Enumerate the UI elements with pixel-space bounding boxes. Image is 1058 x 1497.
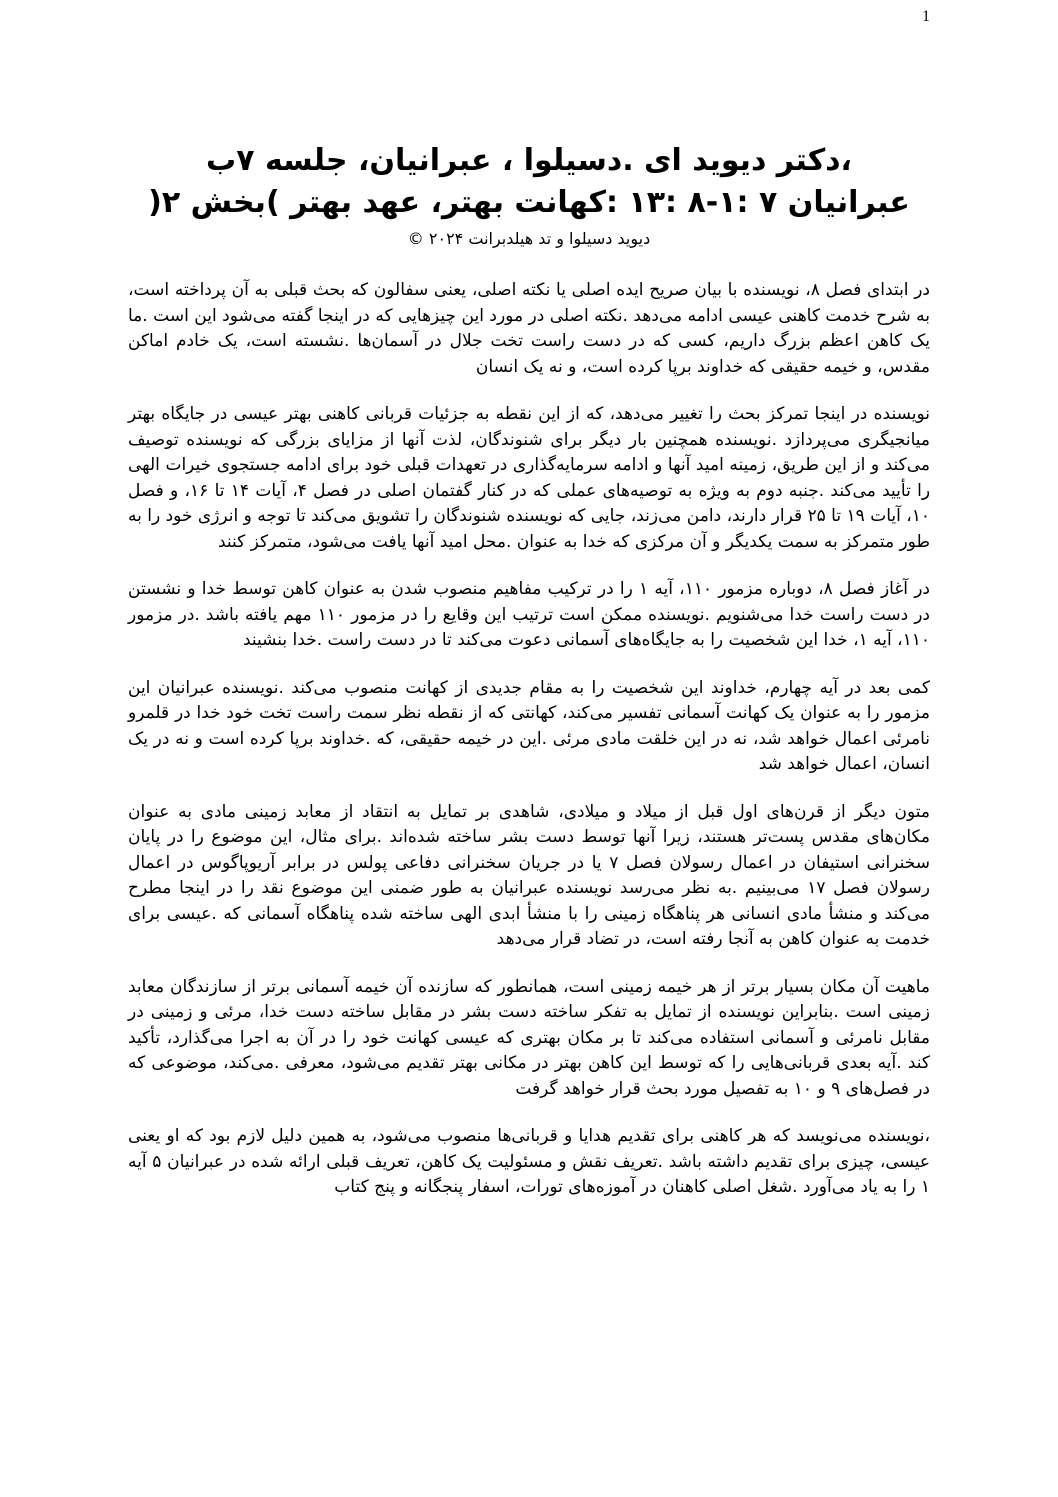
copyright-line: دیوید دسیلوا و تد هیلدبرانت ۲۰۲۴ © (407, 229, 651, 248)
paragraph-7: ،نویسنده می‌نویسد که هر کاهنی برای تقدیم هدایا و قربانی‌ها منصوب می‌شود، به همین دلیل لازم بود که او یعنی عیسی، چیزی برای تقدیم داشته باشد .تعریف نقش و مسئولیت یک کاهن، تعریف قبلی ارائه شده در عبرانیان ۵ آیه ۱ را به یاد می‌آورد .شغل اصلی کاهنان در آموزه‌های تورات، اسفار پنجگانه و پنج کتاب (128, 1126, 931, 1197)
page-number: 1 (922, 8, 930, 25)
title-block (130, 140, 928, 252)
paragraph-4: کمی بعد در آیه چهارم، خداوند این شخصیت را به مقام جدیدی از کهانت منصوب می‌کند .نویسنده عبرانیان این مزمور را به عنوان یک کهانت آسمانی تفسیر می‌کند، کهانتی که از نقطه نظر سمت راست تخت خود خدا در قلمرو نامرئی اعمال خواهد شد، نه در این خلقت مادی مرئی .این در خیمه حقیقی، که .خداوند برپا کرده است و نه در یک انسان، اعمال خواهد شد (128, 677, 930, 774)
paragraph-2: نویسنده در اینجا تمرکز بحث را تغییر می‌دهد، که از این نقطه به جزئیات قربانی کاهنی بهتر عیسی در جایگاه بهتر میانجیگری می‌پردازد .نویسنده همچنین بار دیگر برای شنوندگان، لذت آنها از مزایای بزرگی که نویسنده توصیف می‌کند و از این طریق، زمینه امید آنها و ادامه سرمایه‌گذاری در تعهدات قبلی خود برای ادامه جستجوی خیرات الهی را تأیید می‌کند .جنبه دوم به ویژه به توصیه‌های عملی که در کنار گفتمان اصلی در فصل ۴، آیات ۱۴ تا ۱۶، و فصل ۱۰، آیات ۱۹ تا ۲۵ قرار دارند، دامن می‌زند، جایی که نویسنده شنوندگان را تشویق می‌کند تا توجه و انرژی خود را به طور متمرکز به سمت یکدیگر و آن مرکزی که خدا به عنوان .محل امید آنها یافت می‌شود، متمرکز کنند (128, 404, 931, 552)
paragraph-6: ماهیت آن مکان بسیار برتر از هر خیمه زمینی است، همانطور که سازنده آن خیمه آسمانی برتر از سازندگان معابد زمینی است .بنابراین نویسنده از تمایل به تفکر ساخته دست بشر در مقابل ساخته دست خدا، مرئی و زمینی در مقابل نامرئی و آسمانی استفاده می‌کند تا بر مکان بهتری که عیسی کهانت خود را در آن به اجرا می‌گذارد، تأکید کند .آیه بعدی قربانی‌هایی را که توسط این کاهن بهتر در مکانی بهتر تقدیم می‌شود، معرفی .می‌کند، موضوعی که در فصل‌های ۹ و ۱۰ به تفصیل مورد بحث قرار خواهد گرفت (128, 976, 930, 1099)
document-title-line-2: عبرانیان ۷ :۱-۸ :۱۳ :کهانت بهتر، عهد بهتر )بخش ۲( (148, 185, 910, 220)
paragraph-1: در ابتدای فصل ۸، نویسنده با بیان صریح ایده اصلی یا نکته اصلی، یعنی سفالون که بحث قبلی به آن پرداخته است، به شرح خدمت کاهنی عیسی ادامه می‌دهد .نکته اصلی در مورد این چیزهایی که در اینجا گفته می‌شود این است .ما یک کاهن اعظم بزرگ داریم، کسی که در دست راست تخت جلال در آسمان‌ها .نشسته است، یک خادم اماکن مقدس، و خیمه حقیقی که خداوند برپا کرده است، و نه یک انسان (128, 280, 930, 377)
body-text (128, 278, 930, 1223)
paragraph-3: در آغاز فصل ۸، دوباره مزمور ۱۱۰، آیه ۱ را در ترکیب مفاهیم منصوب شدن به عنوان کاهن توسط خدا و نشستن در دست راست خدا می‌شنویم .نویسنده ممکن است ترتیب این وقایع را در مزمور ۱۱۰ مهم یافته باشد .در مزمور ۱۱۰، آیه ۱، خدا این شخصیت را به جایگاه‌های آسمانی دعوت می‌کند تا در دست راست .خدا بنشیند (128, 579, 930, 650)
document-title-line-1: ،دکتر دیوید ای .دسیلوا ، عبرانیان، جلسه ۷ب (206, 143, 852, 178)
paragraph-5: متون دیگر از قرن‌های اول قبل از میلاد و میلادی، شاهدی بر تمایل به انتقاد از معابد زمینی مادی به عنوان مکان‌های مقدس پست‌تر هستند، زیرا آنها توسط دست بشر ساخته شده‌اند .برای مثال، این موضوع را در پایان سخنرانی استیفان در اعمال رسولان فصل ۷ یا در جریان سخنرانی دفاعی پولس در برابر آریوپاگوس در اعمال رسولان فصل ۱۷ می‌بینیم .به نظر می‌رسد نویسنده عبرانیان به طور ضمنی این موضوع نقد را در اینجا مطرح می‌کند و منشأ مادی انسانی هر پناهگاه زمینی را با منشأ ابدی الهی ساخته شده پناهگاه آسمانی که .عیسی برای خدمت به عنوان کاهن به آنجا رفته است، در تضاد قرار می‌دهد (128, 801, 931, 949)
